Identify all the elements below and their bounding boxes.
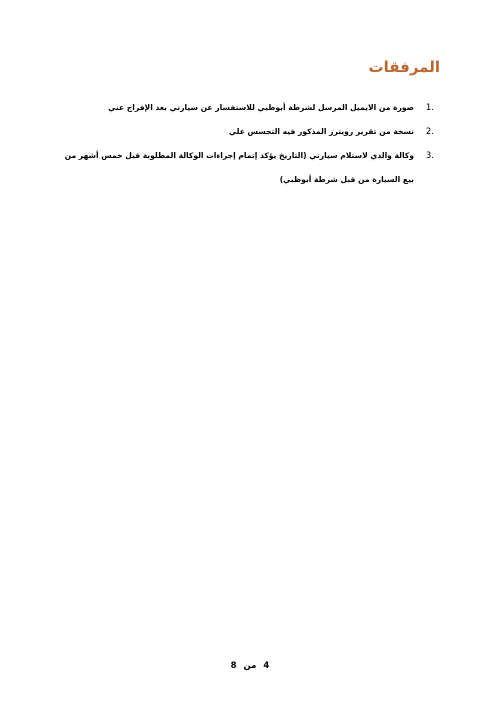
current-page-number: 4 (263, 661, 270, 671)
page-separator: من (243, 661, 257, 671)
list-item-text: نسخة من تقرير رويترز المذكور فيه التجسس علي (228, 127, 414, 136)
list-item-text: وكالة والدي لاستلام سيارتي (التاريخ يؤكد إتمام إجراءات الوكالة المطلوبة قبل خمس أشهر من بيع السيارة من قبل شرطة أبوظبي) (64, 151, 414, 184)
list-item (64, 120, 434, 144)
list-item-number: 2. (425, 127, 434, 137)
list-item (64, 144, 434, 192)
list-item (64, 96, 434, 120)
page-number-footer (0, 661, 500, 671)
total-pages-number: 8 (230, 661, 237, 671)
list-item-number: 3. (425, 151, 434, 161)
list-item-number: 1. (425, 103, 434, 113)
attachments-heading: المرفقات (368, 58, 440, 76)
attachments-list (64, 96, 434, 192)
list-item-text: صورة من الايميل المرسل لشرطة أبوظبي للاستفسار عن سيارتي بعد الإفراج عني (108, 103, 414, 112)
